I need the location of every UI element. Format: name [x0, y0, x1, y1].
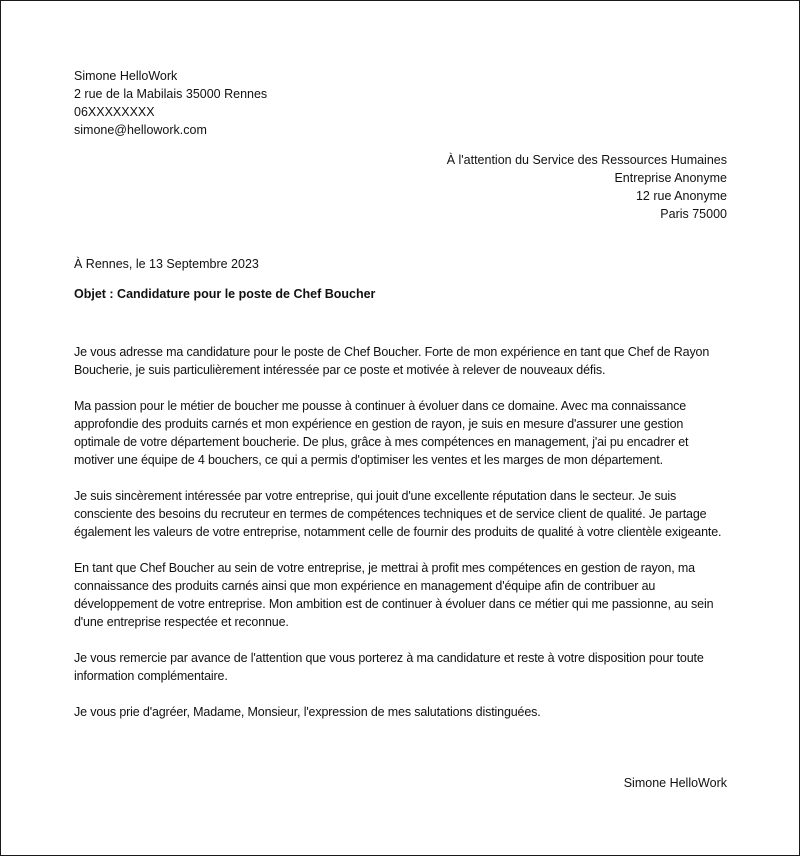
recipient-street: 12 rue Anonyme [635, 189, 727, 203]
sender-name: Simone HelloWork [74, 69, 178, 83]
body-paragraph: En tant que Chef Boucher au sein de votre entreprise, je mettrai à profit mes compétences en gestion de rayon, ma connaissance des produits carnés ainsi que mon expérience en management d'équipe afin de contribuer au développement de votre entreprise. Mon ambition est de continuer à évoluer dans ce métier qui me passionne, au sein d'une entreprise respectée et reconnue. [74, 561, 714, 629]
body-paragraph: Ma passion pour le métier de boucher me pousse à continuer à évoluer dans ce domaine. Avec ma connaissance approfondie des produits carnés et mon expérience en gestion de rayon, je suis en mesure d'assurer une gestion optimale de votre département boucherie. De plus, grâce à mes compétences en management, j'ai pu encadrer et motiver une équipe de 4 bouchers, ce qui a permis d'optimiser les ventes et les marges de mon département. [74, 399, 689, 467]
body-paragraph: Je suis sincèrement intéressée par votre entreprise, qui jouit d'une excellente réputation dans le secteur. Je suis consciente des besoins du recruteur en termes de compétences techniques et de service client de qualité. Je partage également les valeurs de votre entreprise, notamment celle de fournir des produits de qualité à votre clientèle exigeante. [74, 489, 722, 539]
recipient-company: Entreprise Anonyme [614, 171, 727, 185]
letter-date: À Rennes, le 13 Septembre 2023 [74, 257, 259, 271]
body-paragraph: Je vous adresse ma candidature pour le poste de Chef Boucher. Forte de mon expérience en tant que Chef de Rayon Boucherie, je suis particulièrement intéressée par ce poste et motivée à relever de nouveaux défis. [74, 345, 710, 377]
recipient-city: Paris 75000 [660, 207, 727, 221]
sender-block [74, 67, 267, 139]
sender-address: 2 rue de la Mabilais 35000 Rennes [74, 87, 268, 101]
body-paragraph: Je vous prie d'agréer, Madame, Monsieur, l'expression de mes salutations distinguées. [74, 705, 541, 719]
letter-body [74, 343, 729, 739]
body-paragraph: Je vous remercie par avance de l'attention que vous porterez à ma candidature et reste à votre disposition pour toute information complémentaire. [74, 651, 704, 683]
sender-email: simone@hellowork.com [74, 123, 207, 137]
letter-subject: Objet : Candidature pour le poste de Chef Boucher [74, 287, 376, 301]
sender-phone: 06XXXXXXXX [74, 105, 155, 119]
signature: Simone HelloWork [623, 776, 727, 790]
recipient-attention: À l'attention du Service des Ressources Humaines [446, 153, 727, 167]
recipient-block [447, 151, 727, 223]
